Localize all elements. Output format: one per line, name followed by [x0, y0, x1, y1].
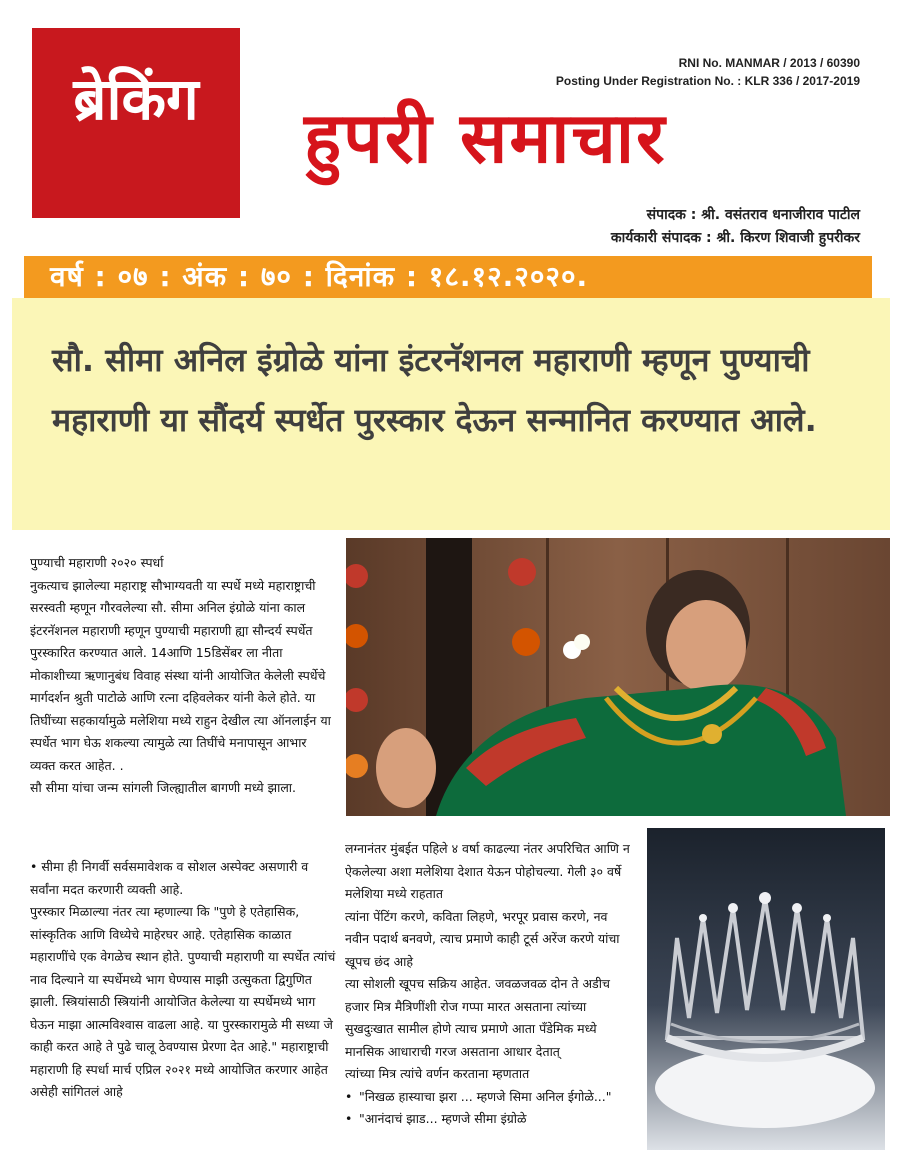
woman-portrait-photo: [346, 538, 890, 816]
crown-illustration: [647, 828, 885, 1150]
posting-registration: Posting Under Registration No. : KLR 336 / 2017-2019: [555, 74, 860, 88]
article-paragraph: • सीमा ही निगर्वी सर्वसमावेशक व सोशल अस्पेक्ट असणारी व सर्वांना मदत करणारी व्यक्ती आहे.: [30, 859, 309, 897]
article-left-lower-column: [30, 856, 336, 1104]
headline: सौ. सीमा अनिल इंग्रोळे यांना इंटरनॅशनल महाराणी म्हणून पुण्याची महाराणी या सौंदर्य स्पर्धेत पुरस्कार देऊन सन्मानित करण्यात आले.: [52, 341, 817, 439]
logo-text: ब्रेकिंग: [73, 65, 199, 133]
article-paragraph: त्यांच्या मित्र त्यांचे वर्णन करताना म्हणतात: [345, 1066, 530, 1081]
headline-box: [12, 298, 890, 530]
quote-item: [345, 1108, 635, 1131]
breaking-logo: [32, 28, 240, 218]
editor-credit: संपादक : श्री. वसंतराव धनाजीराव पाटील: [646, 207, 860, 223]
quote-item: [345, 1086, 635, 1109]
article-paragraph: सौ सीमा यांचा जन्म सांगली जिल्ह्यातील बागणी मध्ये झाला.: [30, 780, 296, 795]
article-paragraph: पुण्याची महाराणी २०२० स्पर्धा: [30, 555, 164, 570]
bullet-icon: •: [345, 1111, 353, 1126]
executive-editor-credit: कार्यकारी संपादक : श्री. किरण शिवाजी हुपरीकर: [610, 230, 860, 246]
bullet-icon: •: [345, 1088, 353, 1104]
article-paragraph: त्यांना पेंटिंग करणे, कविता लिहणे, भरपूर प्रवास करणे, नव नवीन पदार्थ बनवणे, त्याच प्रमाणे काही टूर्स अरेंज करणे यांचा खूपच छंद आहे: [345, 908, 620, 969]
article-paragraph: पुरस्कार मिळाल्या नंतर त्या म्हणाल्या कि "पुणे हे एतेहासिक, सांस्कृतिक आणि विध्येचे माहेरघर आहे. एतेहासिक काळात महाराणींचे एक वेगळेच स्थान होते. पुण्याची महाराणी या स्पर्धेत त्यांचं नाव दिल्याने या स्पर्धेमध्ये भाग घेण्यास माझी उत्सुकता द्विगुणित झाली. स्त्रियांसाठी स्त्रियांनी आयोजित केलेल्या या स्पर्धेमध्ये भाग घेऊन माझा आत्मविश्वास वाढला आहे. या पुरस्कारामुळे मी सध्या जे काही करत आहे ते पुढे चालू ठेवण्यास प्रेरणा देत आहे." महाराष्ट्राची महाराणी हि स्पर्धा मार्च एप्रिल २०२१ मध्ये आयोजित करणार आहेत असेही सांगितलं आहे: [30, 904, 336, 1099]
quote-text: "निखळ हास्याचा झरा ... म्हणजे सिमा अनिल ईगोळे...": [359, 1088, 612, 1104]
issue-bar: [24, 256, 872, 298]
rni-number: RNI No. MANMAR / 2013 / 60390: [678, 56, 860, 70]
newspaper-title: हुपरी समाचार: [304, 97, 667, 179]
portrait-illustration: [346, 538, 890, 816]
article-right-column: [345, 838, 635, 1131]
article-paragraph: लग्नानंतर मुंबईत पहिले ४ वर्षा काढल्या नंतर अपरिचित आणि न ऐकलेल्या अशा मलेशिया देशात येऊन पोहोचल्या. गेली ३० वर्षे मलेशिया मध्ये राहतात: [345, 841, 630, 901]
tiara-crown-photo: [647, 828, 885, 1150]
issue-line: वर्ष : ०७ : अंक : ७० : दिनांक : १८.१२.२०२०.: [50, 260, 589, 293]
quote-text: "आनंदाचं झाड... म्हणजे सीमा इंग्रोळे: [359, 1111, 527, 1126]
article-paragraph: त्या सोशली खूपच सक्रिय आहेत. जवळजवळ दोन ते अडीच हजार मित्र मैत्रिणींशी रोज गप्पा मारत असताना त्यांच्या सुखदुःखात सामील होणे त्याच प्रमाणे आता पँडेमिक मध्ये मानसिक आधाराची गरज असताना आधार देतात्: [345, 976, 610, 1059]
article-left-column: [30, 552, 332, 800]
article-paragraph: नुकत्याच झालेल्या महाराष्ट्र सौभाग्यवती या स्पर्धे मध्ये महाराष्ट्राची सरस्वती म्हणून गौरवलेल्या सौ. सीमा अनिल इंग्रोळे यांना काल इंटरनॅशनल महाराणी म्हणून पुण्याची महाराणी ह्या सौन्दर्य स्पर्धेत पुरस्कारित करण्यात आले. 14आणि 15डिसेंबर ला नीता मोकाशीच्या ऋणानुबंध विवाह संस्था यांनी आयोजित केलेली स्पर्धेचे मार्गदर्शन श्रुती पाटोळे आणि रत्ना दहिवलेकर यांनी केले होते. या तिघींच्या सहकार्यामुळे मलेशिया मध्ये राहुन देखील त्या ऑनलाईन या स्पर्धेत भाग घेऊ शकल्या त्यामुळे त्या तिघींचे मनापासून आभार व्यक्त करत आहेत. .: [30, 577, 331, 773]
